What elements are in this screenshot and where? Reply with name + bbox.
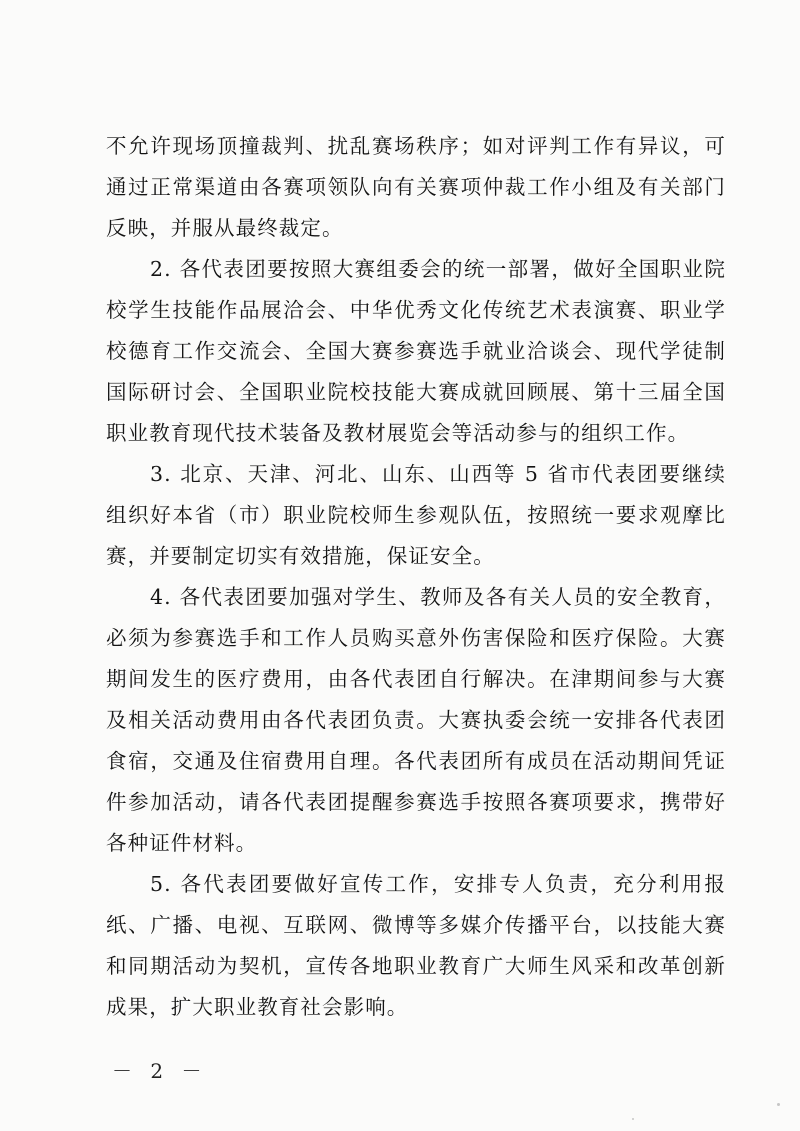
document-body xyxy=(106,126,726,1028)
paragraph-item-4: 4. 各代表团要加强对学生、教师及各有关人员的安全教育，必须为参赛选手和工作人员购买意外伤害保险和医疗保险。大赛期间发生的医疗费用，由各代表团自行解决。在津期间参与大赛及相关活动费用由各代表团负责。大赛执委会统一安排各代表团食宿，交通及住宿费用自理。各代表团所有成员在活动期间凭证件参加活动，请各代表团提醒参赛选手按照各赛项要求，携带好各种证件材料。 xyxy=(106,585,726,855)
paragraph-item-3: 3. 北京、天津、河北、山东、山西等 5 省市代表团要继续组织好本省（市）职业院校师生参观队伍，按照统一要求观摩比赛，并要制定切实有效措施，保证安全。 xyxy=(106,462,726,568)
paragraph-item-5: 5. 各代表团要做好宣传工作，安排专人负责，充分利用报纸、广播、电视、互联网、微博等多媒介传播平台，以技能大赛和同期活动为契机，宣传各地职业教育广大师生风采和改革创新成果，扩大职业教育社会影响。 xyxy=(106,872,726,1019)
paragraph-continuation: 不允许现场顶撞裁判、扰乱赛场秩序；如对评判工作有异议，可通过正常渠道由各赛项领队向有关赛项仲裁工作小组及有关部门反映，并服从最终裁定。 xyxy=(106,134,726,240)
scan-speck xyxy=(777,1103,780,1106)
scan-speck xyxy=(632,1118,634,1120)
paragraph-item-2: 2. 各代表团要按照大赛组委会的统一部署，做好全国职业院校学生技能作品展洽会、中华优秀文化传统艺术表演赛、职业学校德育工作交流会、全国大赛参赛选手就业洽谈会、现代学徒制国际研讨会、全国职业院校技能大赛成就回顾展、第十三届全国职业教育现代技术装备及教材展览会等活动参与的组织工作。 xyxy=(106,257,726,445)
page-number: － 2 － xyxy=(112,1059,208,1083)
